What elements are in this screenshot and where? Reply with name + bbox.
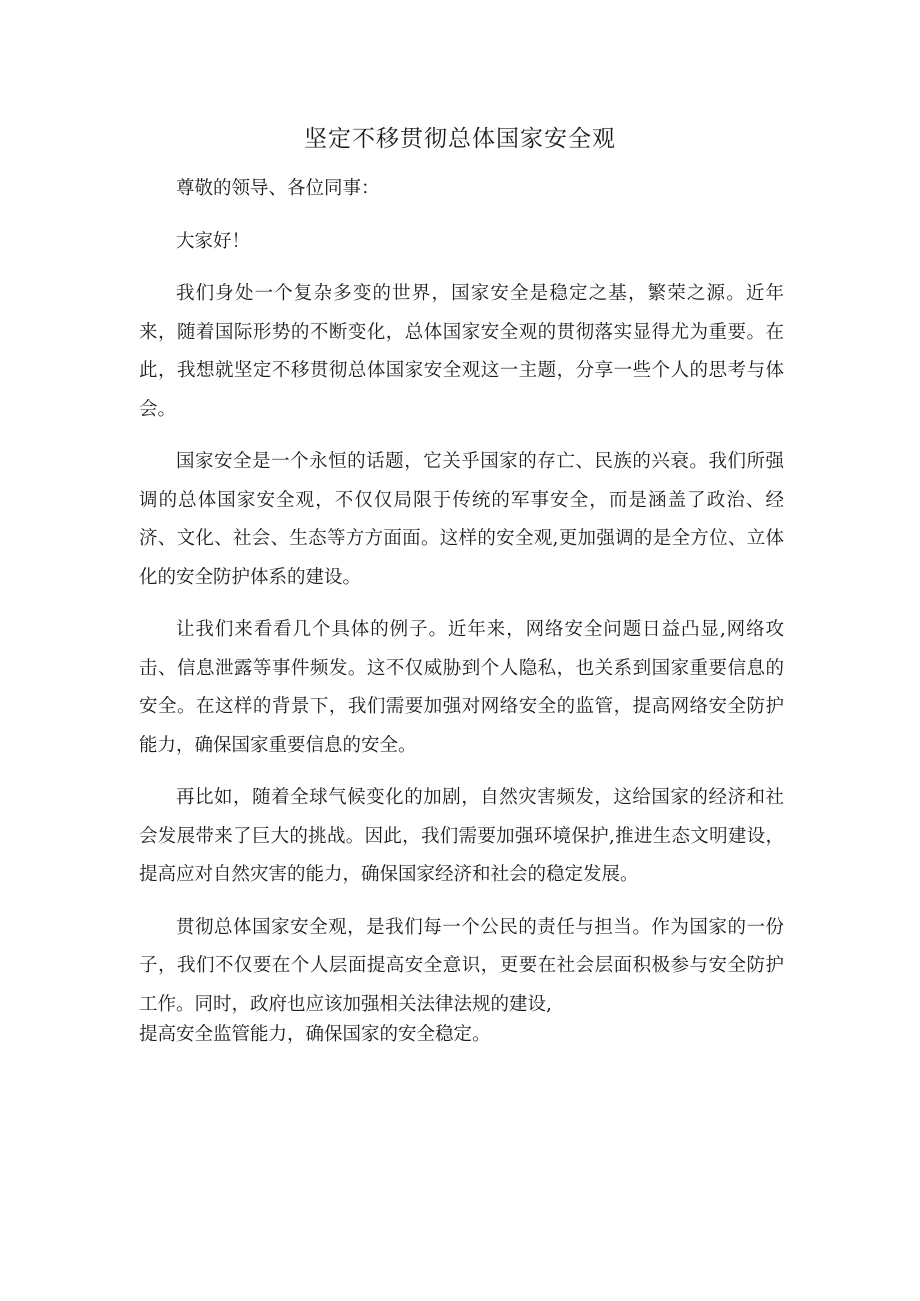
body-paragraph-4: 再比如，随着全球气候变化的加剧，自然灾害频发，这给国家的经济和社会发展带来了巨大的挑战。因此，我们需要加强环境保护,推进生态文明建设，提高应对自然灾害的能力，确保国家经济和社会的稳定发展。 <box>139 787 784 885</box>
salutation-paragraph: 尊敬的领导、各位同事： <box>176 178 380 199</box>
body-paragraph-1: 我们身处一个复杂多变的世界，国家安全是稳定之基，繁荣之源。近年来，随着国际形势的不断变化，总体国家安全观的贯彻落实显得尤为重要。在此，我想就坚定不移贯彻总体国家安全观这一主题，分享一些个人的思考与体会。 <box>139 283 784 420</box>
closing-line: 提高安全监管能力，确保国家的安全稳定。 <box>139 1024 491 1045</box>
body-paragraph-3: 让我们来看看几个具体的例子。近年来，网络安全问题日益凸显,网络攻击、信息泄露等事件频发。这不仅威胁到个人隐私，也关系到国家重要信息的安全。在这样的背景下，我们需要加强对网络安全的监管，提高网络安全防护能力，确保国家重要信息的安全。 <box>139 619 784 756</box>
document-body <box>139 170 784 1055</box>
greeting-paragraph: 大家好！ <box>176 230 251 252</box>
document-title: 坚定不移贯彻总体国家安全观 <box>304 126 616 152</box>
body-paragraph-5: 贯彻总体国家安全观，是我们每一个公民的责任与担当。作为国家的一份子，我们不仅要在个人层面提高安全意识，更要在社会层面积极参与安全防护工作。同时，政府也应该加强相关法律法规的建设, <box>139 916 784 1015</box>
body-paragraph-2: 国家安全是一个永恒的话题，它关乎国家的存亡、民族的兴衰。我们所强调的总体国家安全观，不仅仅局限于传统的军事安全，而是涵盖了政治、经济、文化、社会、生态等方方面面。这样的安全观,更加强调的是全方位、立体化的安全防护体系的建设。 <box>139 451 784 588</box>
